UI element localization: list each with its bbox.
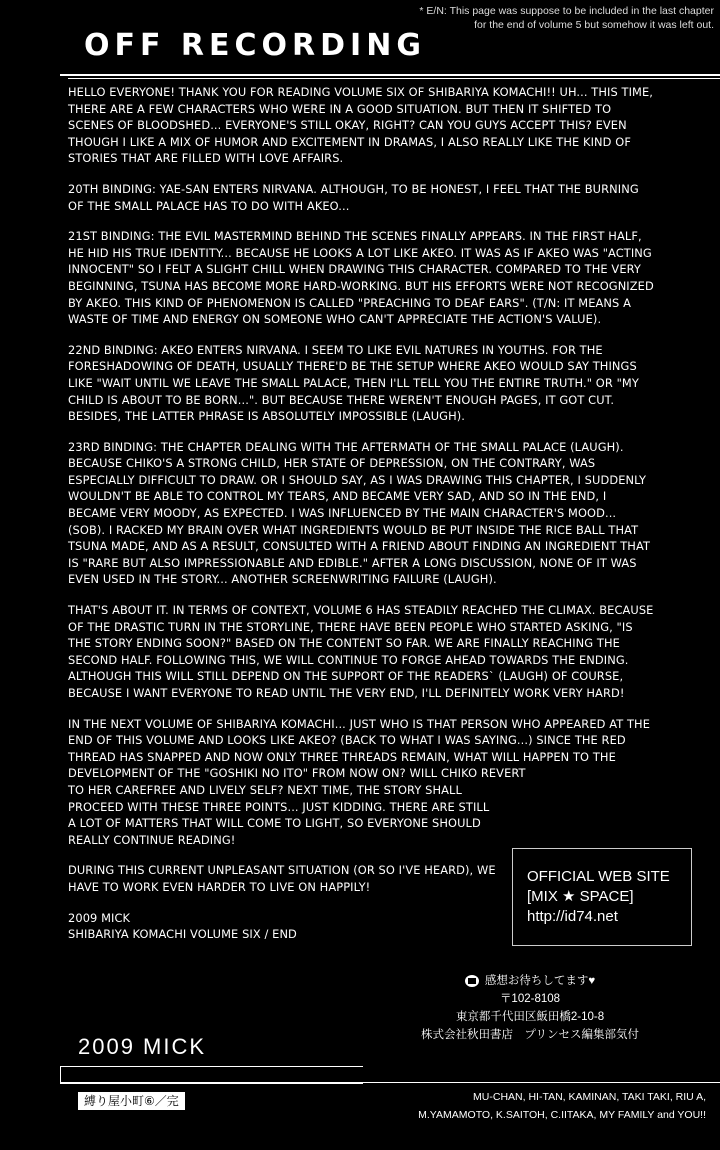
editor-note-line-1: * E/N: This page was suppose to be included in the last chapter (419, 5, 714, 17)
special-thanks-line-2: M.YAMAMOTO, K.SAITOH, C.IITAKA, MY FAMILY and YOU!! (418, 1109, 706, 1121)
special-thanks (326, 1088, 706, 1124)
paragraph-climax: THAT'S ABOUT IT. IN TERMS OF CONTEXT, VOLUME 6 HAS STEADILY REACHED THE CLIMAX. BECAUSE OF THE DRASTIC TURN IN THE STORYLINE, THERE HAVE BEEN PEOPLE WHO STARTED ASKING, "IS THE STORY ENDING SOON?" BASED ON THE CONTENT SO FAR. WE ARE FINALLY REACHING THE SECOND HALF. FOLLOWING THIS, WE WILL CONTINUE TO FORGE AHEAD TOWARDS THE ENDING. ALTHOUGH THIS WILL STILL DEPEND ON THE SUPPORT OF THE READERS` (LAUGH) OF COURSE, BECAUSE I WANT EVERYONE TO READ UNTIL THE VERY END, I'LL DEFINITELY WORK VERY HARD! (68, 603, 654, 700)
postal-code: 〒102-8108 (499, 993, 561, 1005)
special-thanks-line-1: MU-CHAN, HI-TAN, KAMINAN, TAKI TAKI, RIU A, (473, 1091, 706, 1103)
website-name: [MIX ★ SPACE] (527, 888, 634, 905)
paragraph-intro: HELLO EVERYONE! THANK YOU FOR READING VOLUME SIX OF SHIBARIYA KOMACHI!! UH... THIS TIME, THERE ARE A FEW CHARACTERS WHO WERE IN A GOOD SITUATION. BUT THEN IT SHIFTED TO SCENES OF BLOODSHED... EVERYONE'S STILL OKAY, RIGHT? CAN YOU GUYS ACCEPT THIS? EVEN THOUGH I LIKE A MIX OF HUMOR AND EXCITEMENT IN DRAMAS, I ALSO REALLY LIKE THE KIND OF STORIES THAT ARE FILLED WITH LOVE AFFAIRS. (68, 85, 653, 166)
title-divider (60, 74, 720, 76)
paragraph-closing: DURING THIS CURRENT UNPLEASANT SITUATION (OR SO I'VE HEARD), WE HAVE TO WORK EVEN HARDER TO LIVE ON HAPPILY! (68, 863, 496, 894)
afterword-text (68, 84, 654, 943)
signature-end: SHIBARIYA KOMACHI VOLUME SIX / END (68, 927, 297, 942)
signature-year: 2009 MICK (68, 910, 131, 925)
title-divider-thin (68, 78, 720, 79)
paragraph-binding-23: 23RD BINDING: THE CHAPTER DEALING WITH THE AFTERMATH OF THE SMALL PALACE (LAUGH). BECAUSE CHIKO'S A STRONG CHILD, HER STATE OF DEPRESSION, ON THE CONTRARY, WAS ESPECIALLY DIFFICULT TO DRAW. OR I SHOULD SAY, AS I WAS DRAWING THIS CHAPTER, I SUDDENLY WOULDN'T BE ABLE TO CONTROL MY TEARS, AND BECAME VERY SAD, AND SO IN THE END, I BECAME VERY MOODY, AS EXPECTED. I WAS INFLUENCED BY THE MAIN CHARACTER'S MOOD... (SOB). I RACKED MY BRAIN OVER WHAT INGREDIENTS WOULD BE PUT INSIDE THE RICE BALL THAT TSUNA MADE, AND AS A RESULT, CONSULTED WITH A FRIEND ABOUT FINDING AN INGREDIENT THAT IS "RARE BUT ALSO IMPRESSIONABLE AND EDIBLE." AFTER A LONG DISCUSSION, NONE OF IT WAS EVEN USED IN THE STORY... ANOTHER SCREENWRITING FAILURE (LAUGH). (68, 439, 651, 587)
paragraph-next-volume-cont: TO HER CAREFREE AND LIVELY SELF? NEXT TIME, THE STORY SHALL PROCEED WITH THESE THREE POINTS... JUST KIDDING. THERE ARE STILL A LOT OF MATTERS THAT WILL COME TO LIGHT, SO EVERYONE SHOULD REALLY CONTINUE READING! (68, 782, 490, 847)
editor-note-line-2: for the end of volume 5 but somehow it was left out. (474, 19, 714, 31)
page-title: OFF RECORDING (84, 28, 426, 63)
footer-year: 2009 MICK (78, 1034, 207, 1059)
website-label: OFFICIAL WEB SITE (527, 868, 670, 885)
volume-end-label: 縛り屋小町⑥／完 (78, 1092, 185, 1110)
company-name: 株式会社秋田書店 プリンセス編集部気付 (420, 1029, 640, 1041)
paragraph-binding-22: 22ND BINDING: AKEO ENTERS NIRVANA. I SEEM TO LIKE EVIL NATURES IN YOUTHS. FOR THE FORESHADOWING OF DEATH, USUALLY THERE'D BE THE SETUP WHERE AKEO WOULD SAY THINGS LIKE "WAIT UNTIL WE LEAVE THE SMALL PALACE, THEN I'LL TELL YOU THE ENTIRE TRUTH." OR "MY CHILD IS ABOUT TO BE BORN...". BUT BECAUSE THERE WEREN'T ENOUGH PAGES, IT GOT CUT. BESIDES, THE LATTER PHRASE IS ABSOLUTELY IMPOSSIBLE (LAUGH). (68, 342, 639, 424)
fan-mail-address (400, 972, 660, 1044)
paragraph-binding-20: 20TH BINDING: YAE-SAN ENTERS NIRVANA. ALTHOUGH, TO BE HONEST, I FEEL THAT THE BURNING OF THE SMALL PALACE HAS TO DO WITH AKEO... (68, 181, 639, 213)
street-address: 東京都千代田区飯田橋2-10-8 (455, 1011, 605, 1023)
fan-mail-message: 感想お待ちしてます♥ (484, 975, 596, 987)
footer-divider (60, 1082, 720, 1083)
paragraph-binding-21: 21ST BINDING: THE EVIL MASTERMIND BEHIND THE SCENES FINALLY APPEARS. IN THE FIRST HALF, HE HID HIS TRUE IDENTITY... BECAUSE HE LOOKS A LOT LIKE AKEO. IT WAS AS IF AKEO WAS "ACTING INNOCENT" SO I FELT A SLIGHT CHILL WHEN DRAWING THIS CHARACTER. COMPARED TO THE VERY BEGINNING, TSUNA HAS BECOME MORE HARD-WORKING. BUT HIS EFFORTS WERE NOT RECOGNIZED BY AKEO. THIS KIND OF PHENOMENON IS CALLED "PREACHING TO DEAF EARS". (T/N: IT MEANS A WASTE OF TIME AND ENERGY ON SOMEONE WHO CAN'T APPRECIATE THE ACTION'S VALUE). (68, 229, 654, 327)
website-url: http://id74.net (527, 908, 618, 925)
mail-icon (465, 975, 479, 987)
paragraph-next-volume: IN THE NEXT VOLUME OF SHIBARIYA KOMACHI... JUST WHO IS THAT PERSON WHO APPEARED AT THE END OF THIS VOLUME AND LOOKS LIKE AKEO? (BACK TO WHAT I WAS SAYING...) SINCE THE RED THREAD HAS SNAPPED AND NOW ONLY THREE THREADS REMAIN, WHAT WILL HAPPEN TO THE DEVELOPMENT OF THE "GOSHIKI NO ITO" FROM NOW ON? WILL CHIKO REVERT (68, 716, 651, 781)
official-website-box (512, 848, 692, 946)
